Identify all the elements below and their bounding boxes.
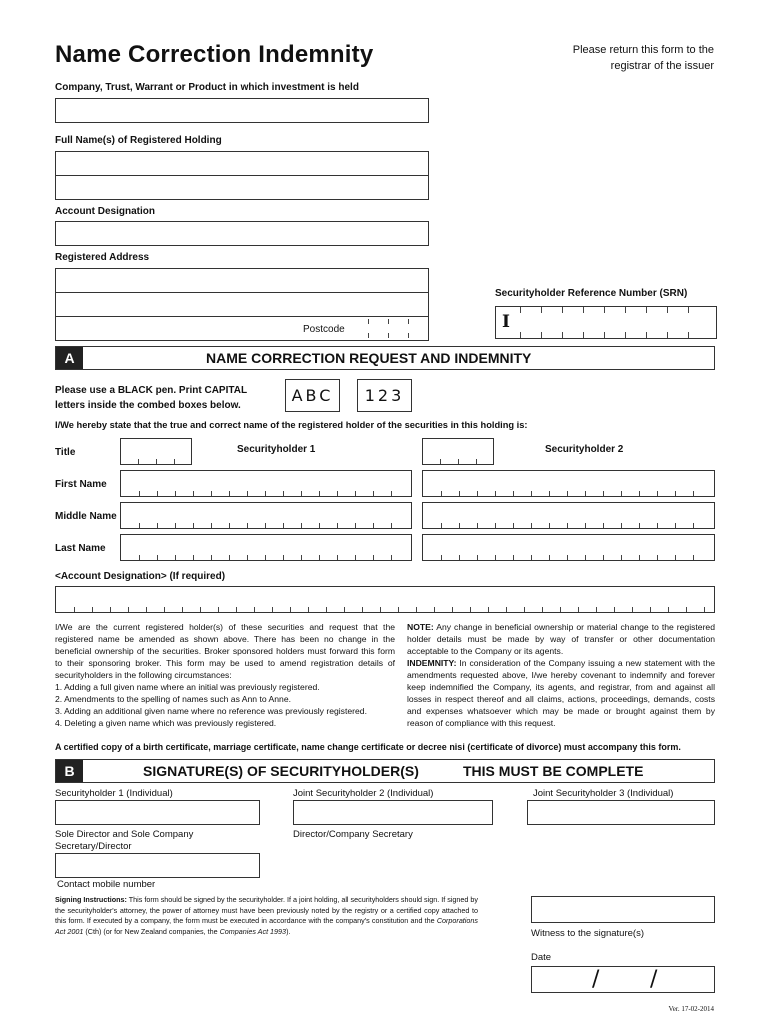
company-input[interactable] (55, 98, 429, 123)
holder-1-sign-label: Securityholder 1 (Individual) (55, 788, 173, 799)
postcode-input[interactable] (351, 316, 429, 341)
pen-instruction (55, 383, 247, 413)
holder-1-signature-box[interactable] (55, 800, 260, 825)
middle-name-label: Middle Name (55, 511, 117, 522)
request-paragraph (55, 621, 395, 729)
certified-copy-notice: A certified copy of a birth certificate, marriage certificate, name change certificate or decree nisi (certificate of divorce) must accompany this form. (55, 742, 681, 752)
section-a-header (55, 346, 715, 370)
director-secretary-label: Director/Company Secretary (293, 829, 413, 840)
srn-prefix: I (502, 312, 510, 332)
circumstance-item-1: 1. Adding a full given name where an initial was previously registered. (55, 682, 320, 692)
signing-instructions-label: Signing Instructions: (55, 895, 127, 904)
company-label: Company, Trust, Warrant or Product in which investment is held (55, 82, 359, 93)
holder-3-signature-box[interactable] (527, 800, 715, 825)
pen-instruction-line-2: letters inside the combed boxes below. (55, 400, 241, 411)
holder-2-sign-label: Joint Securityholder 2 (Individual) (293, 788, 434, 799)
indemnity-label: INDEMNITY: (407, 658, 457, 668)
sole-director-line-2: Secretary/Director (55, 841, 132, 852)
true-name-statement: I/We hereby state that the true and correct name of the registered holder of the securities in this holding is: (55, 420, 528, 430)
witness-signature-box[interactable] (531, 896, 715, 923)
account-designation-combed-input[interactable] (55, 586, 715, 613)
srn-input[interactable] (495, 306, 717, 339)
address-input-line-2[interactable] (55, 292, 429, 317)
section-b-must-complete: THIS MUST BE COMPLETE (463, 763, 644, 779)
postcode-label: Postcode (303, 324, 345, 335)
indemnity-text: In consideration of the Company issuing a new statement with the amendments requested above, I/we hereby covenant to indemnify and forever keep indemnified the Company, its agents, and registrar, from and against all losses in respect thereof and all claims, actions, proceedings, demands, costs and expenses whatsoever which may be made or brought against them by reason of compliance with this request. (407, 658, 715, 728)
return-instruction (494, 42, 714, 74)
form-title: Name Correction Indemnity (55, 41, 374, 68)
holder-1-middle-name-input[interactable] (120, 502, 412, 529)
account-designation-label: Account Designation (55, 206, 156, 217)
registered-address-label: Registered Address (55, 252, 150, 263)
circumstance-item-3: 3. Adding an additional given name where no reference was previously registered. (55, 706, 367, 716)
sole-director-label (55, 829, 193, 853)
section-a-title: NAME CORRECTION REQUEST AND INDEMNITY (206, 350, 532, 366)
holder-3-sign-label: Joint Securityholder 3 (Individual) (533, 788, 674, 799)
signing-text-3: ). (286, 926, 291, 936)
full-name-input-line-2[interactable] (55, 175, 429, 200)
witness-label: Witness to the signature(s) (531, 928, 644, 939)
signing-instructions (55, 895, 478, 937)
address-input-line-1[interactable] (55, 268, 429, 293)
return-line-2: registrar of the issuer (610, 60, 714, 72)
signing-text-2: (Cth) (or for New Zealand companies, the (83, 926, 220, 936)
date-separator-1: / (592, 967, 600, 992)
holder-2-middle-name-input[interactable] (422, 502, 715, 529)
date-separator-2: / (650, 967, 658, 992)
account-designation-optional-label: <Account Designation> (If required) (55, 571, 226, 582)
circumstance-item-4: 4. Deleting a given name which was previously registered. (55, 718, 277, 728)
holder-2-title-input[interactable] (422, 438, 494, 465)
example-letters-box: ABC (285, 379, 340, 412)
holder-2-signature-box[interactable] (293, 800, 493, 825)
holder-1-title-input[interactable] (120, 438, 192, 465)
full-name-label: Full Name(s) of Registered Holding (55, 135, 222, 146)
sole-director-line-1: Sole Director and Sole Company (55, 829, 194, 840)
contact-mobile-input[interactable] (55, 853, 260, 878)
circumstance-item-2: 2. Amendments to the spelling of names such as Ann to Anne. (55, 694, 291, 704)
holder-2-first-name-input[interactable] (422, 470, 715, 497)
note-label: NOTE: (407, 622, 434, 632)
srn-label: Securityholder Reference Number (SRN) (495, 288, 688, 299)
indemnity-paragraph (407, 657, 715, 729)
full-name-input-line-1[interactable] (55, 151, 429, 176)
holder-1-first-name-input[interactable] (120, 470, 412, 497)
first-name-label: First Name (55, 479, 107, 490)
section-b-title: SIGNATURE(S) OF SECURITYHOLDER(S) (143, 763, 419, 779)
request-text: I/We are the current registered holder(s) of these securities and request that the registered name be amended as shown above. There has been no change in the beneficial ownership of the securities. Broker sponsored holders must forward this form to their sponsoring broker. This form may be used to amend registration details of securityholders in the following circumstances: (55, 622, 395, 680)
return-line-1: Please return this form to the (572, 44, 714, 56)
signing-text-1: This form should be signed by the securityholder. If a joint holding, all securityholders should sign. If signed by the securityholder's attorney, the power of attorney must have been previously noted by the registry or a certified copy attached to this form. If executed by a company, the form must be executed in accordance with the company's constitution and the (55, 895, 478, 925)
corporations-act: Corporations Act 2001 (55, 916, 478, 936)
companies-act: Companies Act 1993 (219, 926, 287, 936)
section-b-header (55, 759, 715, 783)
note-text: Any change in beneficial ownership or material change to the registered holder details must be made by way of transfer or other documentation acceptable to the Company or its agents. (407, 622, 715, 656)
section-a-letter: A (56, 347, 83, 369)
note-paragraph (407, 621, 715, 657)
example-numbers-box: 123 (357, 379, 412, 412)
account-designation-input[interactable] (55, 221, 429, 246)
section-b-letter: B (56, 760, 83, 782)
version-number: Ver. 17-02-2014 (668, 1005, 714, 1013)
holder-2-heading: Securityholder 2 (545, 444, 624, 455)
holder-1-last-name-input[interactable] (120, 534, 412, 561)
holder-1-heading: Securityholder 1 (237, 444, 316, 455)
contact-mobile-label: Contact mobile number (57, 879, 156, 890)
date-input[interactable] (531, 966, 715, 993)
holder-2-last-name-input[interactable] (422, 534, 715, 561)
last-name-label: Last Name (55, 543, 106, 554)
title-label: Title (55, 447, 76, 458)
pen-instruction-line-1: Please use a BLACK pen. Print CAPITAL (55, 385, 248, 396)
date-label: Date (531, 952, 552, 963)
note-indemnity-paragraph (407, 621, 715, 729)
